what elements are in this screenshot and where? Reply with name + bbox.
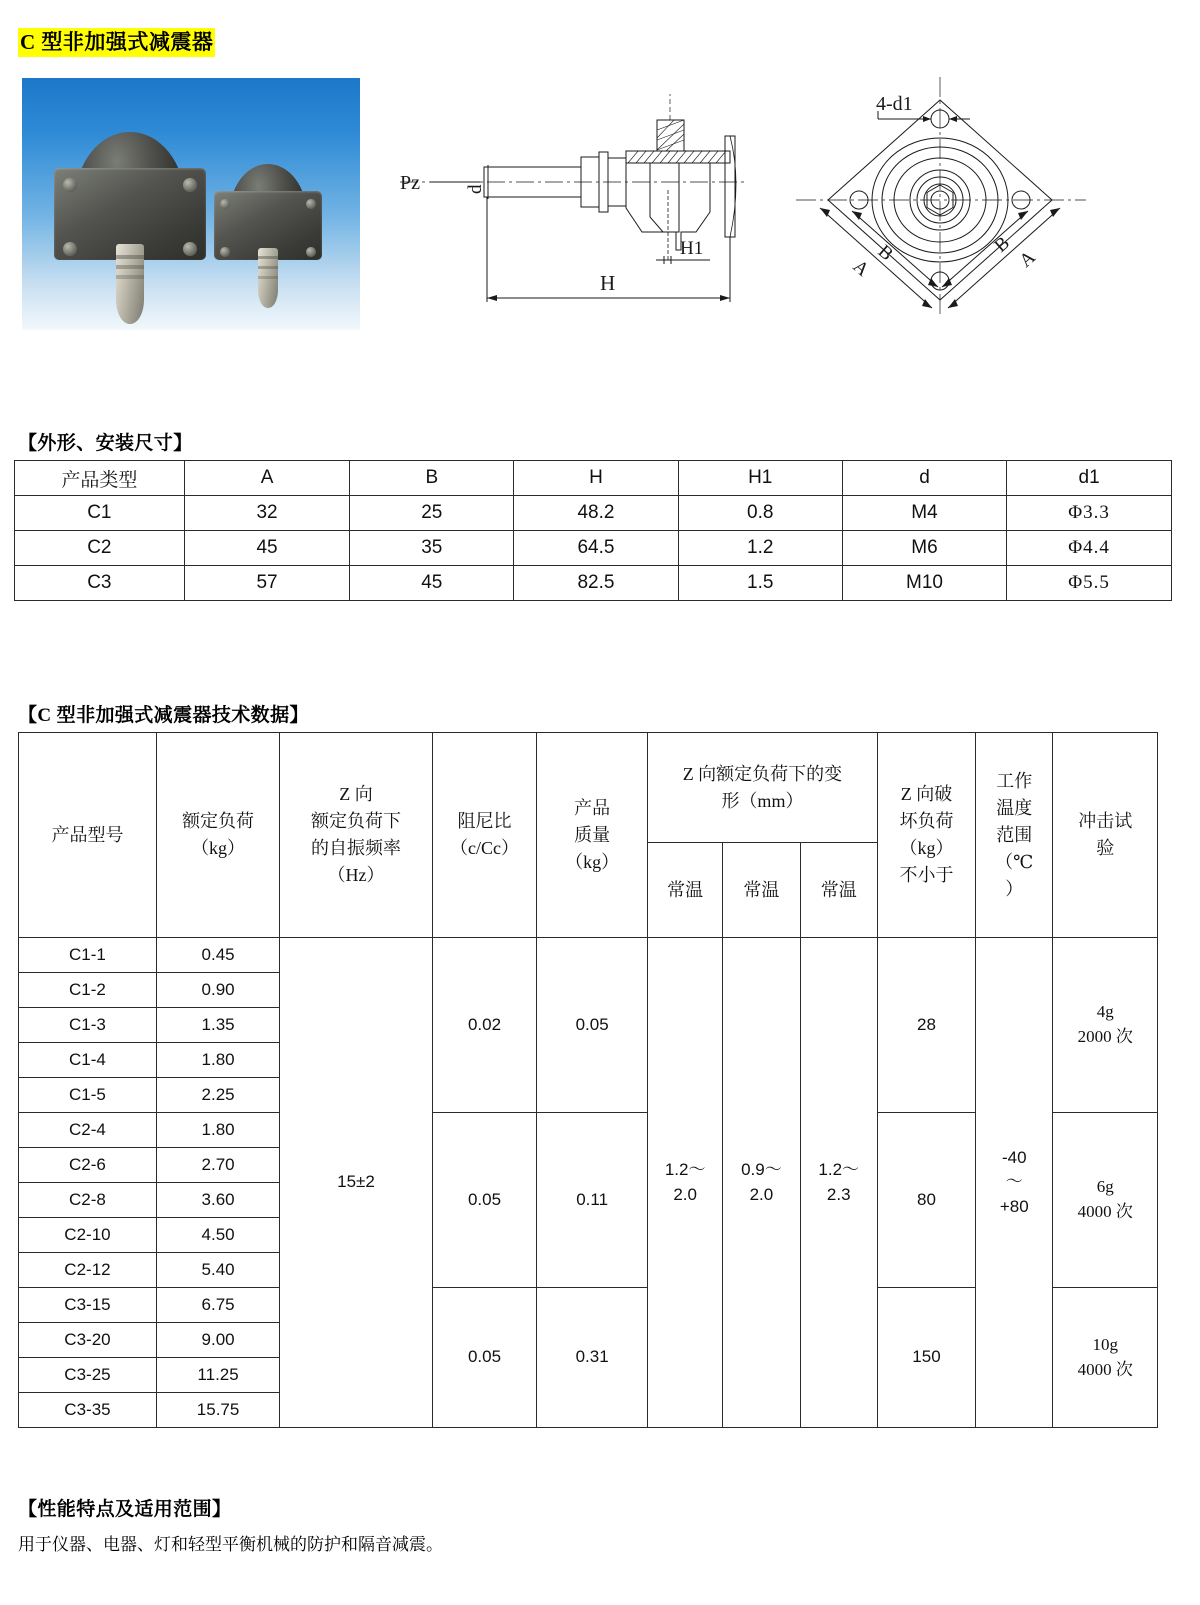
impact-value-line1: 4g bbox=[1096, 1002, 1114, 1022]
deform2-line2: 2.0 bbox=[749, 1184, 774, 1204]
dimensions-table bbox=[14, 460, 1172, 601]
table-header-row-1 bbox=[19, 733, 1158, 843]
plan-view-drawing bbox=[790, 72, 1090, 317]
cell-rated-load: 15.75 bbox=[156, 1393, 279, 1428]
table-row bbox=[15, 531, 1172, 566]
col-header-rated-load bbox=[156, 733, 279, 938]
cell-model: C1-2 bbox=[19, 973, 157, 1008]
cell-impact-test bbox=[1053, 938, 1158, 1113]
cell-model: C2-12 bbox=[19, 1253, 157, 1288]
cell-temperature-range bbox=[976, 938, 1053, 1428]
damper-small bbox=[214, 158, 322, 308]
col-header-b: B bbox=[350, 461, 514, 496]
col-header-type: 产品类型 bbox=[15, 461, 185, 496]
cell-rated-load: 5.40 bbox=[156, 1253, 279, 1288]
cell-h1: 0.8 bbox=[678, 496, 842, 531]
nat-freq-line1: Z 向 bbox=[339, 784, 373, 804]
cell-type: C3 bbox=[15, 566, 185, 601]
cell-b: 45 bbox=[350, 566, 514, 601]
mass-line3: （kg） bbox=[565, 851, 620, 872]
subheader-ambient-2: 常温 bbox=[723, 843, 800, 938]
cell-h: 82.5 bbox=[514, 566, 679, 601]
break-load-line2: 坏负荷 bbox=[899, 811, 954, 831]
rated-load-line2: （kg） bbox=[191, 838, 246, 858]
deformation-line1: Z 向额定负荷下的变 bbox=[682, 763, 843, 784]
nat-freq-line4: （Hz） bbox=[327, 865, 385, 885]
flange-bolt bbox=[220, 247, 230, 258]
impact-value-line1: 6g bbox=[1096, 1177, 1114, 1197]
cell-model: C2-4 bbox=[19, 1113, 157, 1148]
col-header-temperature-range bbox=[976, 733, 1053, 938]
damping-line1: 阻尼比 bbox=[457, 811, 512, 831]
temp-line2: 温度 bbox=[996, 797, 1033, 818]
performance-section-body: 用于仪器、电器、灯和轻型平衡机械的防护和隔音减震。 bbox=[18, 1535, 443, 1554]
break-load-line4: 不小于 bbox=[899, 865, 954, 885]
subheader-ambient-1: 常温 bbox=[648, 843, 723, 938]
dimensions-section-heading: 【外形、安装尺寸】 bbox=[18, 433, 193, 454]
rated-load-line1: 额定负荷 bbox=[182, 811, 255, 831]
flange-bolt bbox=[63, 242, 77, 256]
cell-rated-load: 1.80 bbox=[156, 1113, 279, 1148]
cell-model: C1-3 bbox=[19, 1008, 157, 1043]
impact-value-line1: 10g bbox=[1092, 1334, 1118, 1354]
flange-bolt bbox=[306, 247, 316, 258]
cell-model: C1-5 bbox=[19, 1078, 157, 1113]
cell-rated-load: 11.25 bbox=[156, 1358, 279, 1393]
label-d: d bbox=[465, 184, 486, 194]
cell-deformation-2 bbox=[723, 938, 800, 1428]
cell-breaking-load: 80 bbox=[877, 1113, 975, 1288]
temp-value-line1: -40 bbox=[1001, 1147, 1027, 1167]
cell-model: C2-8 bbox=[19, 1183, 157, 1218]
cell-model: C3-25 bbox=[19, 1358, 157, 1393]
cell-d1: Φ3.3 bbox=[1007, 496, 1172, 531]
cell-model: C3-20 bbox=[19, 1323, 157, 1358]
damping-line2: （c/Cc） bbox=[450, 838, 520, 858]
damper-stud bbox=[258, 248, 277, 308]
impact-line1: 冲击试 bbox=[1078, 811, 1133, 831]
cell-type: C1 bbox=[15, 496, 185, 531]
mass-line1: 产品 bbox=[574, 797, 611, 818]
col-header-breaking-load bbox=[877, 733, 975, 938]
cell-h: 48.2 bbox=[514, 496, 679, 531]
page-title-text: C 型非加强式减震器 bbox=[18, 28, 215, 57]
technical-data-table bbox=[18, 732, 1158, 1428]
cell-damping-ratio: 0.05 bbox=[432, 1113, 536, 1288]
deform3-line1: 1.2～ bbox=[818, 1159, 860, 1179]
impact-value-line2: 2000 次 bbox=[1077, 1027, 1133, 1046]
label-b-right: B bbox=[990, 232, 1014, 257]
flange-bolt bbox=[183, 178, 197, 192]
cell-rated-load: 1.80 bbox=[156, 1043, 279, 1078]
cell-model: C1-1 bbox=[19, 938, 157, 973]
cell-breaking-load: 28 bbox=[877, 938, 975, 1113]
cell-a: 57 bbox=[184, 566, 350, 601]
impact-value-line2: 4000 次 bbox=[1077, 1359, 1133, 1379]
mass-line2: 质量 bbox=[574, 824, 611, 845]
col-header-deformation bbox=[648, 733, 878, 843]
cell-rated-load: 2.25 bbox=[156, 1078, 279, 1113]
col-header-a: A bbox=[184, 461, 350, 496]
figure-row bbox=[0, 72, 1200, 352]
cell-rated-load: 0.45 bbox=[156, 938, 279, 973]
cell-d: M10 bbox=[842, 566, 1006, 601]
cell-rated-load: 3.60 bbox=[156, 1183, 279, 1218]
cell-d: M4 bbox=[842, 496, 1006, 531]
temp-line3: 范围 bbox=[996, 824, 1033, 845]
col-header-product-mass bbox=[537, 733, 648, 938]
label-h1: H1 bbox=[680, 238, 704, 259]
col-header-d: d bbox=[842, 461, 1006, 496]
cell-rated-load: 4.50 bbox=[156, 1218, 279, 1253]
col-header-h1: H1 bbox=[678, 461, 842, 496]
cell-b: 35 bbox=[350, 531, 514, 566]
flange-bolt bbox=[63, 178, 77, 192]
col-header-impact-test bbox=[1053, 733, 1158, 938]
table-header-row bbox=[15, 461, 1172, 496]
cell-damping-ratio: 0.02 bbox=[432, 938, 536, 1113]
label-b-left: B bbox=[873, 240, 898, 266]
table-row bbox=[19, 938, 1158, 973]
performance-section-heading: 【性能特点及适用范围】 bbox=[18, 1499, 232, 1520]
nat-freq-line2: 额定负荷下 bbox=[311, 811, 401, 831]
deform3-line2: 2.3 bbox=[826, 1184, 851, 1204]
cell-a: 45 bbox=[184, 531, 350, 566]
deformation-line2: 形（mm） bbox=[721, 790, 804, 811]
cell-breaking-load: 150 bbox=[877, 1288, 975, 1428]
cell-rated-load: 1.35 bbox=[156, 1008, 279, 1043]
damper-stud bbox=[116, 244, 143, 324]
label-a-right: A bbox=[1015, 246, 1040, 272]
break-load-line1: Z 向破 bbox=[900, 784, 953, 804]
cell-product-mass: 0.31 bbox=[537, 1288, 648, 1428]
cell-model: C1-4 bbox=[19, 1043, 157, 1078]
cell-h1: 1.5 bbox=[678, 566, 842, 601]
cell-a: 32 bbox=[184, 496, 350, 531]
impact-value-line2: 4000 次 bbox=[1077, 1202, 1133, 1221]
cell-impact-test bbox=[1053, 1113, 1158, 1288]
temp-value-line2: ～ bbox=[1005, 1172, 1023, 1192]
temp-line4: （℃ bbox=[995, 851, 1034, 872]
damper-large bbox=[54, 124, 206, 324]
cell-natural-frequency: 15±2 bbox=[280, 938, 433, 1428]
table-row bbox=[15, 496, 1172, 531]
deform1-line1: 1.2～ bbox=[664, 1159, 706, 1179]
col-header-natural-frequency bbox=[280, 733, 433, 938]
cell-deformation-1 bbox=[648, 938, 723, 1428]
label-4-d1: 4-d1 bbox=[876, 93, 913, 115]
flange-bolt bbox=[183, 242, 197, 256]
col-header-model: 产品型号 bbox=[19, 733, 157, 938]
cell-model: C3-15 bbox=[19, 1288, 157, 1323]
cell-model: C2-10 bbox=[19, 1218, 157, 1253]
cell-damping-ratio: 0.05 bbox=[432, 1288, 536, 1428]
label-pz: Pz bbox=[400, 172, 420, 194]
side-section-drawing bbox=[380, 72, 750, 312]
cell-d: M6 bbox=[842, 531, 1006, 566]
cell-rated-load: 6.75 bbox=[156, 1288, 279, 1323]
cell-product-mass: 0.11 bbox=[537, 1113, 648, 1288]
cell-d1: Φ5.5 bbox=[1007, 566, 1172, 601]
tech-section-heading: 【C 型非加强式减震器技术数据】 bbox=[18, 705, 309, 726]
table-row bbox=[15, 566, 1172, 601]
cell-h1: 1.2 bbox=[678, 531, 842, 566]
col-header-h: H bbox=[514, 461, 679, 496]
flange-bolt bbox=[220, 199, 230, 210]
cell-deformation-3 bbox=[800, 938, 877, 1428]
cell-rated-load: 0.90 bbox=[156, 973, 279, 1008]
col-header-damping-ratio bbox=[432, 733, 536, 938]
cell-rated-load: 9.00 bbox=[156, 1323, 279, 1358]
cell-model: C2-6 bbox=[19, 1148, 157, 1183]
impact-line2: 验 bbox=[1096, 838, 1115, 858]
deform2-line1: 0.9～ bbox=[741, 1159, 782, 1179]
temp-value-line3: +80 bbox=[999, 1196, 1029, 1216]
label-a-left: A bbox=[848, 255, 873, 281]
cell-impact-test bbox=[1053, 1288, 1158, 1428]
cell-rated-load: 2.70 bbox=[156, 1148, 279, 1183]
col-header-d1: d1 bbox=[1007, 461, 1172, 496]
flange-bolt bbox=[306, 199, 316, 210]
product-photo bbox=[22, 78, 360, 330]
cell-model: C3-35 bbox=[19, 1393, 157, 1428]
deform1-line2: 2.0 bbox=[673, 1184, 697, 1204]
page-title bbox=[18, 28, 215, 57]
cell-type: C2 bbox=[15, 531, 185, 566]
nat-freq-line3: 的自振频率 bbox=[311, 838, 401, 858]
break-load-line3: （kg） bbox=[899, 838, 954, 858]
label-h: H bbox=[600, 271, 616, 295]
cell-d1: Φ4.4 bbox=[1007, 531, 1172, 566]
cell-product-mass: 0.05 bbox=[537, 938, 648, 1113]
temp-line5: ） bbox=[1005, 878, 1024, 899]
cell-h: 64.5 bbox=[514, 531, 679, 566]
cell-b: 25 bbox=[350, 496, 514, 531]
temp-line1: 工作 bbox=[996, 770, 1033, 791]
subheader-ambient-3: 常温 bbox=[800, 843, 877, 938]
